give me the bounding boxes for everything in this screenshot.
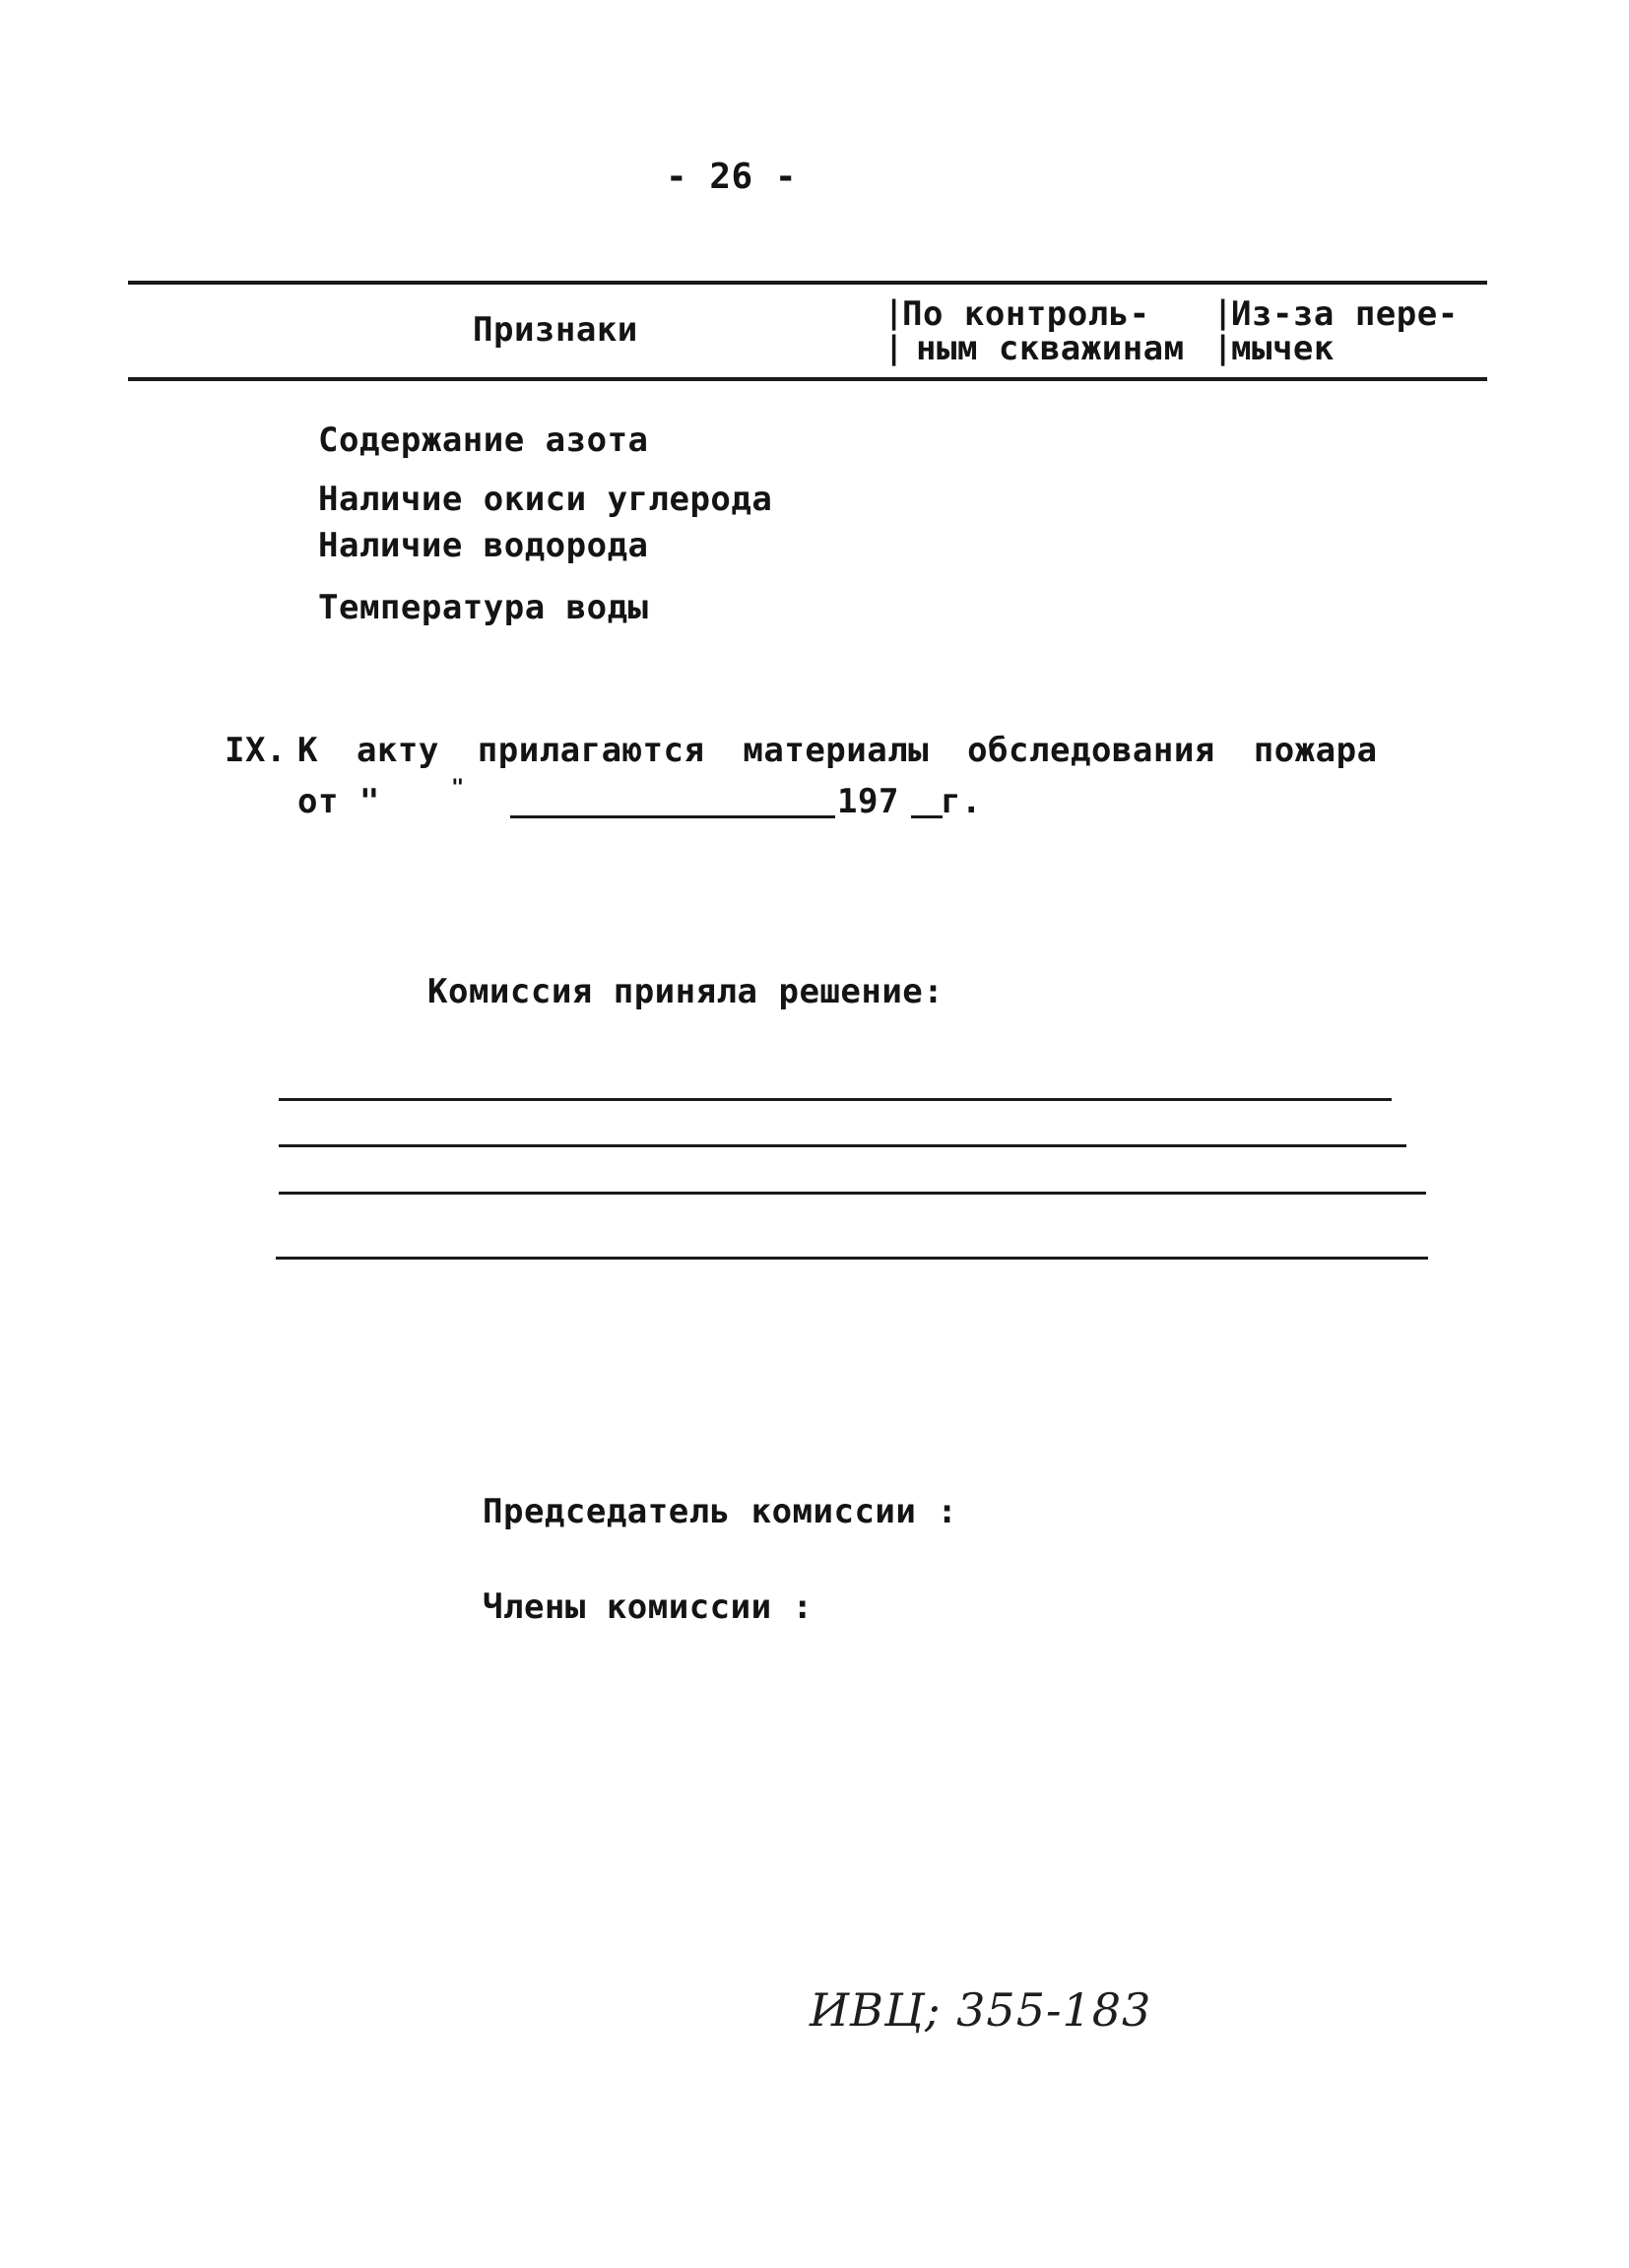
table-header-control-wells-line2: ным скважинам (916, 329, 1185, 368)
column-separator: | (884, 329, 904, 366)
chairman-label: Председатель комиссии : (483, 1492, 958, 1531)
table-row-nitrogen: Содержание азота (318, 421, 649, 460)
table-row-water-temperature: Температура воды (318, 588, 649, 627)
decision-blank-line (279, 1144, 1406, 1147)
table-row-hydrogen: Наличие водорода (318, 526, 649, 565)
decision-blank-line (279, 1192, 1426, 1195)
date-year-blank (911, 815, 943, 818)
page-number: - 26 - (666, 157, 798, 197)
members-label: Члены комиссии : (483, 1588, 814, 1627)
table-header-control-wells-line1: По контроль- (902, 294, 1150, 334)
date-quote-close: " (451, 776, 465, 801)
date-year-suffix: г. (941, 782, 982, 821)
table-header-signs: Признаки (473, 310, 638, 350)
table-header-bridges-line1: Из-за пере- (1231, 294, 1459, 334)
table-header-bridges-line2: мычек (1231, 329, 1335, 368)
date-month-blank (510, 815, 835, 818)
date-from-label: от " (297, 782, 380, 821)
column-separator: | (1213, 329, 1233, 366)
decision-label: Комиссия приняла решение: (427, 972, 945, 1011)
section-number: IX. (225, 731, 287, 770)
handwritten-note: ИВЦ; 355-183 (810, 1983, 1152, 2037)
decision-blank-line (276, 1257, 1428, 1260)
date-year-prefix: 197 (837, 782, 899, 821)
column-separator: | (1213, 293, 1233, 331)
table-row-carbon-monoxide: Наличие окиси углерода (318, 480, 773, 519)
table-header-bottom-rule (128, 377, 1487, 381)
column-separator: | (884, 293, 904, 331)
decision-blank-line (279, 1098, 1392, 1101)
table-top-rule (128, 281, 1487, 285)
attachment-statement: К акту прилагаются материалы обследования пожара (297, 731, 1378, 770)
